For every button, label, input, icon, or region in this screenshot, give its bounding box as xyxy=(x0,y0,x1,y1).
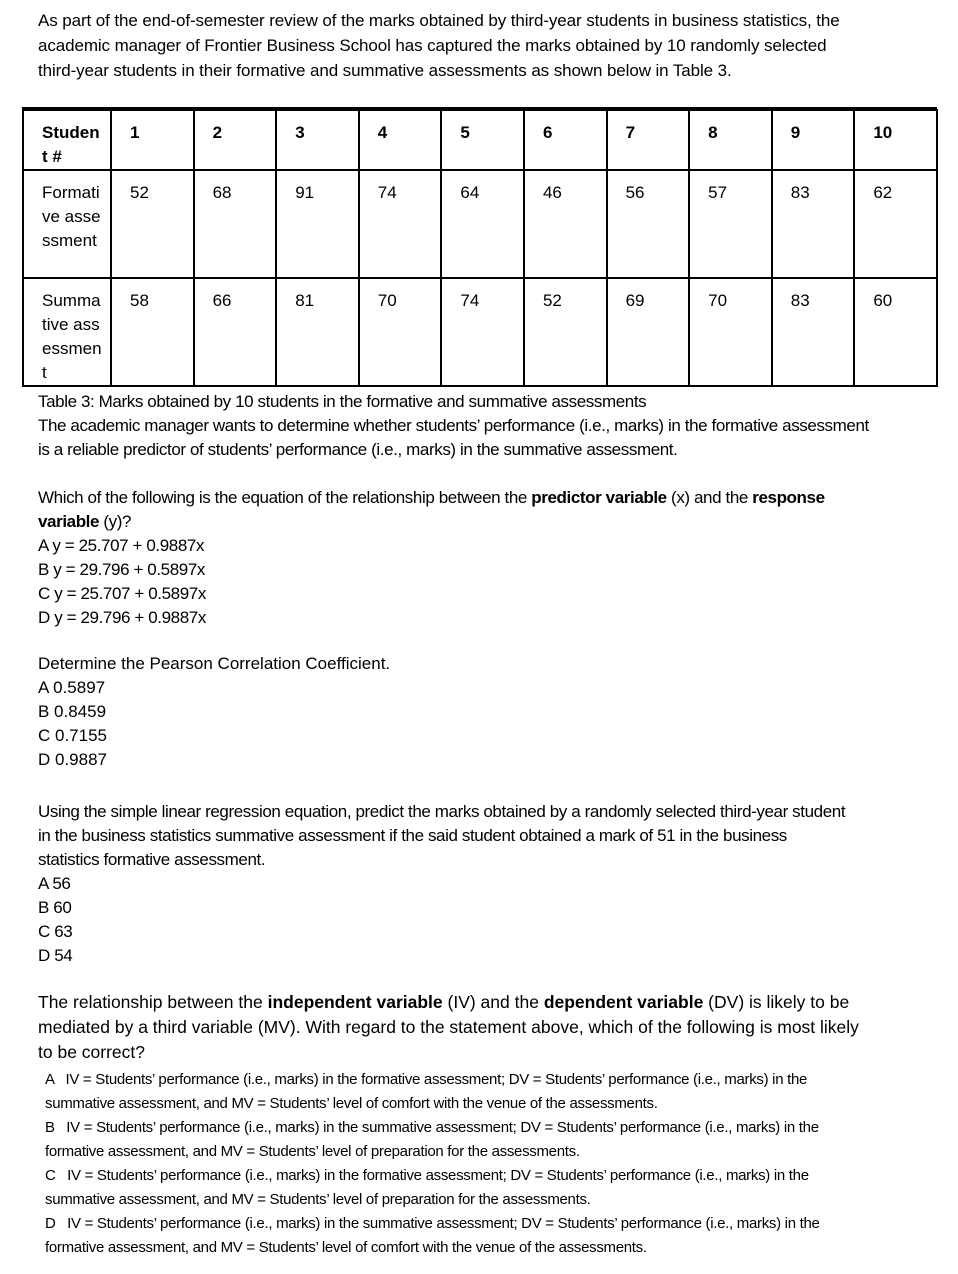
table-cell: 52 xyxy=(524,278,607,386)
option-c[interactable]: C IV = Students’ performance (i.e., marks) in the formative assessment; DV = Students’ performance (i.e., marks) in the summative assessment, and MV = Students’ level of preparation for the assessments. xyxy=(45,1167,813,1208)
row-label: Summative assessment xyxy=(23,278,111,386)
header-cell: 10 xyxy=(854,110,937,170)
header-cell: 4 xyxy=(359,110,442,170)
table-caption: Table 3: Marks obtained by 10 students in the formative and summative assessments xyxy=(38,392,647,411)
table-cell: 68 xyxy=(194,170,277,278)
table-cell: 74 xyxy=(359,170,442,278)
option-d[interactable]: D 54 xyxy=(38,946,73,965)
table-caption-and-context xyxy=(38,390,878,462)
option-b[interactable]: B y = 29.796 + 0.5897x xyxy=(38,560,206,579)
question-2 xyxy=(38,652,638,772)
table-cell: 46 xyxy=(524,170,607,278)
header-cell: 6 xyxy=(524,110,607,170)
option-c[interactable]: C 63 xyxy=(38,922,73,941)
header-cell: 9 xyxy=(772,110,855,170)
table-cell: 64 xyxy=(441,170,524,278)
option-a[interactable]: A 0.5897 xyxy=(38,678,106,697)
table-cell: 58 xyxy=(111,278,194,386)
header-cell: 1 xyxy=(111,110,194,170)
context-paragraph: The academic manager wants to determine whether students’ performance (i.e., marks) in the formative assessment is a reliable predictor of students’ performance (i.e., marks) in the summative assessment. xyxy=(38,416,869,459)
option-a[interactable]: A IV = Students’ performance (i.e., marks) in the formative assessment; DV = Students’ performance (i.e., marks) in the summative assessment, and MV = Students’ level of comfort with the venue of the assessments. xyxy=(45,1071,811,1112)
table-cell: 83 xyxy=(772,170,855,278)
table-cell: 60 xyxy=(854,278,937,386)
table-cell: 52 xyxy=(111,170,194,278)
table-cell: 74 xyxy=(441,278,524,386)
row-label: Formative assessment xyxy=(23,170,111,278)
header-cell: 8 xyxy=(689,110,772,170)
table-cell: 62 xyxy=(854,170,937,278)
header-cell: 3 xyxy=(276,110,359,170)
option-b[interactable]: B 60 xyxy=(38,898,72,917)
option-b[interactable]: B IV = Students’ performance (i.e., marks) in the summative assessment; DV = Students’ performance (i.e., marks) in the formative assessment, and MV = Students’ level of preparation for the assessments. xyxy=(45,1119,823,1160)
question-4-text: The relationship between the independent variable (IV) and the dependent variable (DV) is likely to be mediated by a third variable (MV). With regard to the statement above, which of the following is most likely to be correct? xyxy=(38,992,859,1062)
header-cell: 7 xyxy=(607,110,690,170)
table-cell: 70 xyxy=(689,278,772,386)
table-cell: 91 xyxy=(276,170,359,278)
question-1 xyxy=(38,486,838,630)
table-cell: 81 xyxy=(276,278,359,386)
header-cell: 2 xyxy=(194,110,277,170)
header-label: Student # xyxy=(23,110,111,170)
option-c[interactable]: C 0.7155 xyxy=(38,726,107,745)
table-row xyxy=(23,278,937,386)
question-1-text: Which of the following is the equation of the relationship between the predictor variable (x) and the response variable (y)? xyxy=(38,488,825,531)
table-cell: 69 xyxy=(607,278,690,386)
table-row xyxy=(23,170,937,278)
table-cell: 57 xyxy=(689,170,772,278)
question-2-text: Determine the Pearson Correlation Coefficient. xyxy=(38,654,391,673)
header-cell: 5 xyxy=(441,110,524,170)
intro-paragraph: As part of the end-of-semester review of the marks obtained by third-year students in business statistics, the academic manager of Frontier Business School has captured the marks obtained by 10 randomly selected third-year students in their formative and summative assessments as shown below in Table 3. xyxy=(38,11,840,80)
option-c[interactable]: C y = 25.707 + 0.5897x xyxy=(38,584,206,603)
option-d[interactable]: D 0.9887 xyxy=(38,750,107,769)
question-3-text: Using the simple linear regression equation, predict the marks obtained by a randomly selected third-year student in the business statistics summative assessment if the said student obtained a mark of 51 in the business statistics formative assessment. xyxy=(38,802,846,869)
option-a[interactable]: A y = 25.707 + 0.9887x xyxy=(38,536,205,555)
question-3 xyxy=(38,800,848,968)
question-4-options xyxy=(45,1068,865,1260)
table-cell: 56 xyxy=(607,170,690,278)
option-d[interactable]: D y = 29.796 + 0.9887x xyxy=(38,608,206,627)
option-d[interactable]: D IV = Students’ performance (i.e., marks) in the summative assessment; DV = Students’ performance (i.e., marks) in the formative assessment, and MV = Students’ level of comfort with the venue of the assessments. xyxy=(45,1215,824,1256)
table-cell: 66 xyxy=(194,278,277,386)
table-cell: 70 xyxy=(359,278,442,386)
table-header-row xyxy=(23,110,937,170)
marks-table xyxy=(22,109,938,387)
option-a[interactable]: A 56 xyxy=(38,874,71,893)
table-cell: 83 xyxy=(772,278,855,386)
option-b[interactable]: B 0.8459 xyxy=(38,702,107,721)
